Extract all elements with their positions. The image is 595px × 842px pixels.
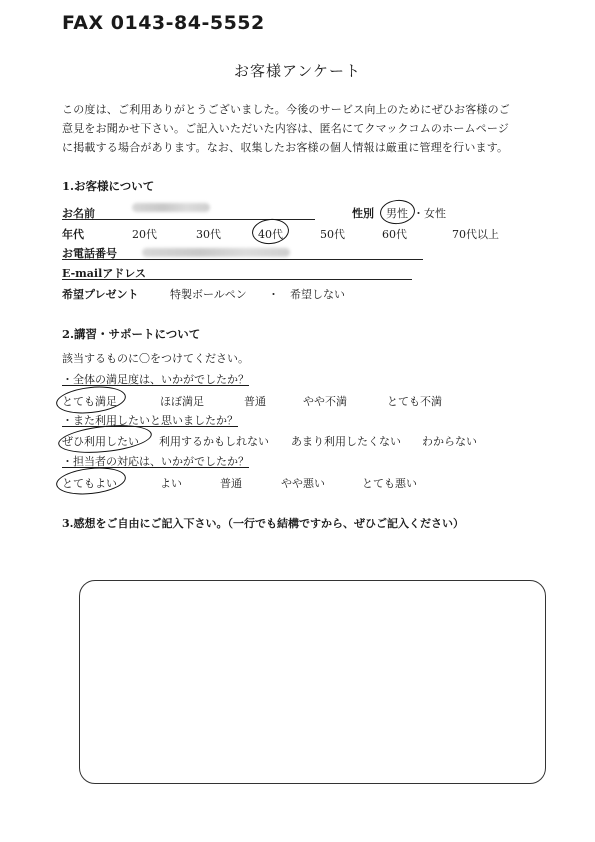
q1-option-4[interactable]: やや不満 (303, 395, 347, 408)
intro-line: に掲載する場合があります。なお、収集したお客様の個人情報は厳重に管理を行います。 (62, 141, 509, 154)
q3-option-5[interactable]: とても悪い (362, 477, 417, 490)
section1-heading: 1.お客様について (62, 179, 155, 193)
q1-option-1[interactable]: とても満足 (62, 395, 117, 408)
age-option-60[interactable]: 60代 (382, 228, 407, 241)
gender-separator: ・ (413, 207, 424, 220)
gender-option-male[interactable]: 男性 (386, 207, 408, 220)
age-option-30[interactable]: 30代 (196, 228, 221, 241)
section2-instruction: 該当するものに〇をつけてください。 (62, 352, 249, 365)
gift-label: 希望プレゼント (62, 288, 139, 301)
comment-box[interactable] (79, 580, 546, 784)
q3-option-1[interactable]: とてもよい (62, 477, 117, 490)
q2-option-4[interactable]: わからない (422, 435, 477, 448)
email-label: E-mailアドレス (62, 267, 146, 280)
q1-option-5[interactable]: とても不満 (387, 395, 442, 408)
age-label: 年代 (62, 228, 84, 241)
intro-text (62, 100, 542, 157)
q2-option-2[interactable]: 利用するかもしれない (159, 435, 269, 448)
question-1: ・全体の満足度は、いかがでしたか？ (62, 373, 249, 386)
section3-heading: 3.感想をご自由にご記入下さい。（一行でも結構ですから、ぜひご記入ください） (62, 517, 464, 530)
section2-heading: 2.講習・サポートについて (62, 327, 201, 341)
q3-option-2[interactable]: よい (160, 477, 182, 490)
selection-circle (55, 464, 127, 497)
age-option-20[interactable]: 20代 (132, 228, 157, 241)
selection-circle (251, 217, 290, 246)
age-option-40[interactable]: 40代 (258, 228, 283, 241)
phone-redacted (142, 248, 290, 257)
intro-line: 意見をお聞かせ下さい。ご記入いただいた内容は、匿名にてクマックコムのホームページ (62, 122, 510, 135)
q2-option-1[interactable]: ぜひ利用したい (62, 435, 139, 448)
email-field[interactable] (62, 279, 412, 280)
name-label: お名前 (62, 207, 95, 220)
q3-option-3[interactable]: 普通 (220, 477, 242, 490)
question-2: ・また利用したいと思いましたか？ (62, 414, 238, 427)
gift-option-pen[interactable]: 特製ボールペン (170, 288, 247, 301)
question-3: ・担当者の対応は、いかがでしたか？ (62, 455, 249, 468)
gift-option-none[interactable]: 希望しない (290, 288, 345, 301)
gender-option-female[interactable]: 女性 (424, 207, 446, 220)
phone-field[interactable] (62, 259, 423, 260)
page-title: お客様アンケート (233, 62, 362, 80)
q1-option-2[interactable]: ほぼ満足 (160, 395, 204, 408)
q1-option-3[interactable]: 普通 (244, 395, 266, 408)
gift-separator: ・ (268, 288, 279, 301)
phone-label: お電話番号 (62, 247, 117, 260)
age-option-70plus[interactable]: 70代以上 (452, 228, 499, 241)
fax-number: FAX 0143-84-5552 (62, 12, 265, 34)
intro-line: この度は、ご利用ありがとうございました。今後のサービス向上のためにぜひお客様のご (62, 103, 510, 116)
name-redacted (132, 203, 210, 212)
age-option-50[interactable]: 50代 (320, 228, 345, 241)
q2-option-3[interactable]: あまり利用したくない (291, 435, 401, 448)
q3-option-4[interactable]: やや悪い (281, 477, 325, 490)
gender-label: 性別 (352, 207, 374, 220)
selection-circle (379, 198, 416, 226)
